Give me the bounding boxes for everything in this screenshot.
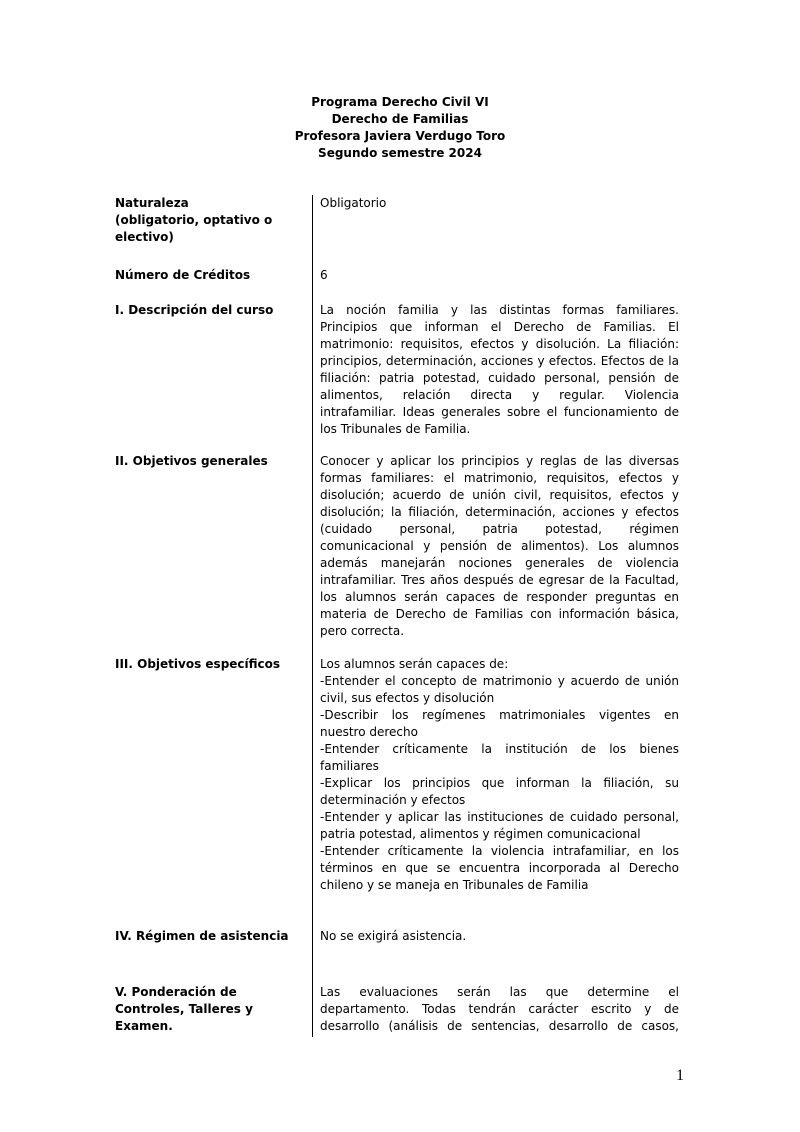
row-label-descripcion bbox=[115, 302, 305, 319]
row-label-especificos bbox=[115, 656, 305, 673]
value-line: Conocer y aplicar los principios y reglas de las diversas bbox=[320, 454, 679, 468]
course-subtitle: Derecho de Familias bbox=[331, 112, 469, 126]
value-line: filiación: patria potestad, cuidado personal, pensión de bbox=[320, 371, 679, 385]
label-line: IV. Régimen de asistencia bbox=[115, 929, 289, 943]
value-line: los Tribunales de Familia. bbox=[320, 422, 471, 436]
label-line: Naturaleza bbox=[115, 196, 189, 210]
value-line: 6 bbox=[320, 268, 328, 282]
value-line: Principios que informan el Derecho de Familias. El bbox=[320, 320, 679, 334]
row-value-especificos bbox=[320, 656, 679, 894]
value-line: -Explicar los principios que informan la filiación, su bbox=[320, 776, 679, 790]
value-line: matrimonio: requisitos, efectos y disolución. La filiación: bbox=[320, 337, 679, 351]
row-label-creditos bbox=[115, 267, 305, 284]
value-line: Los alumnos serán capaces de: bbox=[320, 657, 509, 671]
value-line: (cuidado personal, patria potestad, régimen bbox=[320, 522, 679, 536]
document-header bbox=[0, 94, 800, 162]
label-line: Controles, Talleres y bbox=[115, 1002, 253, 1016]
row-value-asistencia bbox=[320, 928, 679, 945]
professor-name: Profesora Javiera Verdugo Toro bbox=[294, 129, 506, 143]
value-line: intrafamiliar. Tres años después de egresar de la Facultad, bbox=[320, 573, 679, 587]
value-line: -Entender críticamente la institución de los bienes bbox=[320, 742, 679, 756]
value-line: Las evaluaciones serán las que determine el bbox=[320, 985, 679, 999]
value-line: desarrollo (análisis de sentencias, desarrollo de casos, bbox=[320, 1019, 679, 1033]
value-line: -Entender el concepto de matrimonio y acuerdo de unión bbox=[320, 674, 679, 688]
label-line: I. Descripción del curso bbox=[115, 303, 274, 317]
value-line: familiares bbox=[320, 759, 379, 773]
row-value-ponderacion bbox=[320, 984, 679, 1035]
value-line: además manejarán nociones generales de violencia bbox=[320, 556, 679, 570]
value-line: nuestro derecho bbox=[320, 725, 418, 739]
value-line: No se exigirá asistencia. bbox=[320, 929, 467, 943]
value-line: disolución; acuerdo de unión civil, requisitos, efectos y bbox=[320, 488, 679, 502]
value-line: términos en que se encuentra incorporada al Derecho bbox=[320, 861, 679, 875]
value-line: principios, determinación, acciones y efectos. Efectos de la bbox=[320, 354, 679, 368]
row-label-naturaleza bbox=[115, 195, 305, 246]
value-line: disolución; la filiación, determinación, acciones y efectos bbox=[320, 505, 679, 519]
label-line: II. Objetivos generales bbox=[115, 454, 268, 468]
row-value-naturaleza bbox=[320, 195, 679, 212]
row-value-generales bbox=[320, 453, 679, 640]
page-number: 1 bbox=[676, 1067, 684, 1084]
label-line: Número de Créditos bbox=[115, 268, 251, 282]
row-label-asistencia bbox=[115, 928, 305, 945]
value-line: Obligatorio bbox=[320, 196, 387, 210]
value-line: departamento. Todas tendrán carácter escrito y de bbox=[320, 1002, 679, 1016]
label-line: electivo) bbox=[115, 230, 174, 244]
label-line: (obligatorio, optativo o bbox=[115, 213, 273, 227]
label-line: V. Ponderación de bbox=[115, 985, 237, 999]
row-label-generales bbox=[115, 453, 305, 470]
program-title: Programa Derecho Civil VI bbox=[311, 95, 489, 109]
column-divider bbox=[312, 195, 313, 1037]
value-line: pero correcta. bbox=[320, 624, 405, 638]
value-line: patria potestad, alimentos y régimen comunicacional bbox=[320, 827, 641, 841]
value-line: los alumnos serán capaces de responder preguntas en bbox=[320, 590, 679, 604]
value-line: determinación y efectos bbox=[320, 793, 466, 807]
value-line: -Entender y aplicar las instituciones de cuidado personal, bbox=[320, 810, 679, 824]
value-line: -Describir los regímenes matrimoniales vigentes en bbox=[320, 708, 679, 722]
value-line: chileno y se maneja en Tribunales de Familia bbox=[320, 878, 589, 892]
row-value-creditos bbox=[320, 267, 679, 284]
value-line: formas familiares: el matrimonio, requisitos, efectos y bbox=[320, 471, 679, 485]
value-line: La noción familia y las distintas formas familiares. bbox=[320, 303, 679, 317]
value-line: materia de Derecho de Familias con información básica, bbox=[320, 607, 679, 621]
value-line: alimentos, relación directa y regular. Violencia bbox=[320, 388, 679, 402]
value-line: comunicacional y pensión de alimentos). Los alumnos bbox=[320, 539, 679, 553]
value-line: intrafamiliar. Ideas generales sobre el funcionamiento de bbox=[320, 405, 679, 419]
label-line: III. Objetivos específicos bbox=[115, 657, 281, 671]
row-label-ponderacion bbox=[115, 984, 305, 1035]
value-line: -Entender críticamente la violencia intrafamiliar, en los bbox=[320, 844, 679, 858]
label-line: Examen. bbox=[115, 1019, 173, 1033]
row-value-descripcion bbox=[320, 302, 679, 438]
value-line: civil, sus efectos y disolución bbox=[320, 691, 495, 705]
semester: Segundo semestre 2024 bbox=[318, 146, 482, 160]
